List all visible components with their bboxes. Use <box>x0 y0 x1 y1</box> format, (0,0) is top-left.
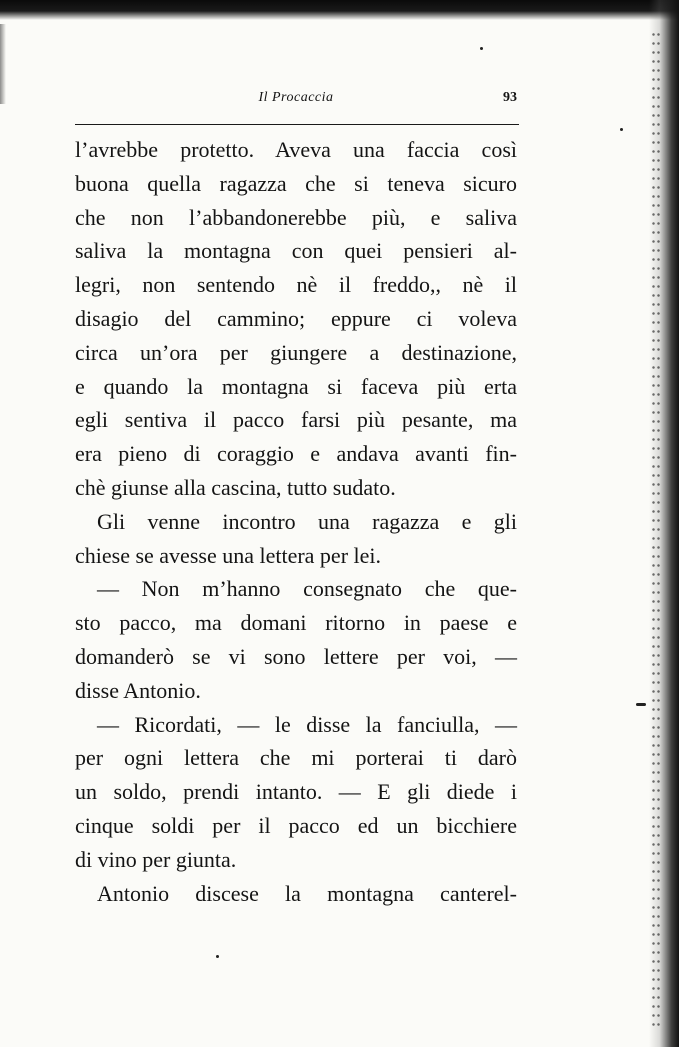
text-line: chè giunse alla cascina, tutto sudato. <box>75 474 396 500</box>
scan-right-noise <box>651 30 661 1030</box>
header-rule <box>75 124 519 125</box>
text-line: per ogni lettera che mi porterai ti darò <box>75 745 517 771</box>
text-line: era pieno di coraggio e andava avanti fin- <box>75 441 517 467</box>
text-line: Antonio discese la montagna canterel- <box>97 880 517 906</box>
ink-speck <box>480 47 483 50</box>
body-text <box>75 133 517 910</box>
scan-top-shadow <box>0 0 679 20</box>
ink-speck <box>216 955 219 958</box>
text-line: un soldo, prendi intanto. — E gli diede i <box>75 779 517 805</box>
text-line: Gli venne incontro una ragazza e gli <box>97 508 517 534</box>
ink-speck <box>636 703 646 706</box>
running-title: Il Procaccia <box>258 90 334 105</box>
text-line: chiese se avesse una lettera per lei. <box>75 542 382 568</box>
text-line: circa un’ora per giungere a destinazione, <box>75 339 517 365</box>
text-line: buona quella ragazza che si teneva sicuro <box>75 170 517 196</box>
text-line: legri, non sentendo nè il freddo,, nè il <box>75 272 517 298</box>
text-line: domanderò se vi sono lettere per voi, — <box>75 643 517 669</box>
text-line: cinque soldi per il pacco ed un bicchiere <box>75 812 517 838</box>
text-line: di vino per giunta. <box>75 846 237 872</box>
ink-speck <box>620 128 623 131</box>
scan-left-shadow <box>0 24 6 104</box>
page-number: 93 <box>503 90 517 105</box>
text-line: l’avrebbe protetto. Aveva una faccia così <box>75 137 517 162</box>
running-head <box>75 88 517 112</box>
text-line: — Non m’hanno consegnato che que- <box>97 576 517 602</box>
text-line: che non l’abbandonerebbe più, e saliva <box>75 204 517 230</box>
text-line: disagio del cammino; eppure ci voleva <box>75 305 517 331</box>
text-line: e quando la montagna si faceva più erta <box>75 373 517 399</box>
text-line: disse Antonio. <box>75 677 201 703</box>
text-line: saliva la montagna con quei pensieri al- <box>75 238 517 264</box>
text-line: sto pacco, ma domani ritorno in paese e <box>75 610 517 636</box>
text-line: — Ricordati, — le disse la fanciulla, — <box>97 711 517 737</box>
text-line: egli sentiva il pacco farsi più pesante, ma <box>75 407 517 433</box>
